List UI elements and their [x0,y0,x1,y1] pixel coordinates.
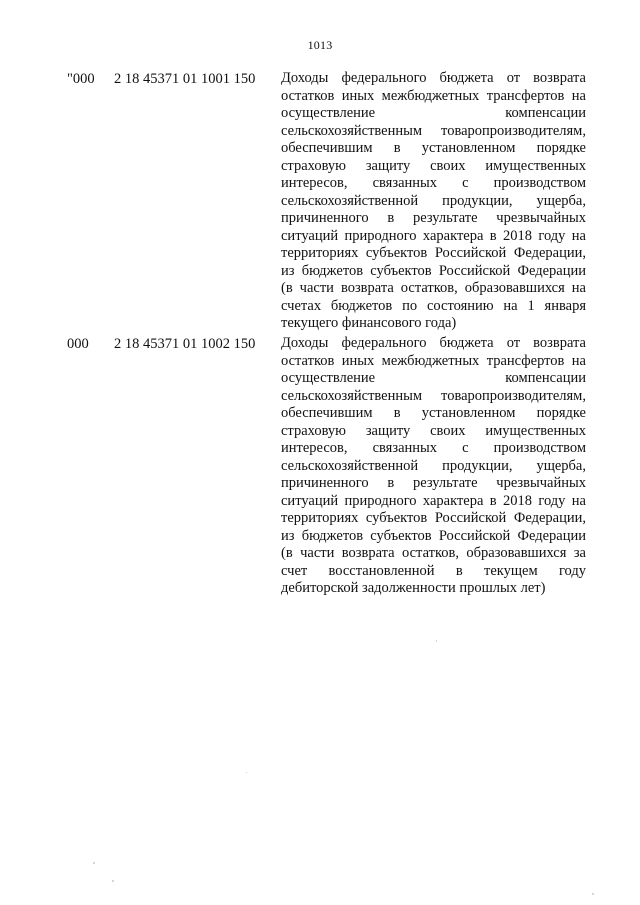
description-line: осуществление компенсации [281,370,586,386]
description-line: сельскохозяйственной продукции, ущерба, [281,192,586,209]
description-line: ситуаций природного характера в 2018 году на [281,227,586,244]
description-line: ситуаций природного характера в 2018 году на [281,492,586,509]
description-line: интересов, связанных с производством [281,175,586,191]
admin-code: "000 [67,71,95,87]
admin-code: 000 [67,336,89,352]
description-line: причиненного в результате чрезвычайных [281,210,586,226]
description-line: остатков иных межбюджетных трансфертов на [281,352,586,369]
scan-speck [246,772,247,773]
description-line: территориях субъектов Российской Федерации, [281,510,586,526]
description-line: сельскохозяйственным товаропроизводителям, [281,122,586,139]
description-line: сельскохозяйственным товаропроизводителям, [281,387,586,404]
description-line: осуществление компенсации [281,105,586,121]
description-line: (в части возврата остатков, образовавшихся за [281,545,586,561]
description-line: текущего финансового года) [281,315,457,331]
entry-description [281,335,586,598]
description-line: счетах бюджетов по состоянию на 1 января [281,297,586,314]
scan-speck [592,893,594,895]
kbk-code: 2 18 45371 01 1002 150 [114,336,256,352]
description-line: сельскохозяйственной продукции, ущерба, [281,457,586,474]
description-line: счет восстановленной в текущем году [281,562,586,579]
description-line: остатков иных межбюджетных трансфертов на [281,87,586,104]
description-line: Доходы федерального бюджета от возврата [281,70,586,86]
description-line: обеспечившим в установленном порядке [281,405,586,421]
description-line: страховую защиту своих имущественных [281,422,586,439]
description-line: интересов, связанных с производством [281,440,586,456]
description-line: из бюджетов субъектов Российской Федерации [281,527,586,544]
description-line: территориях субъектов Российской Федерации, [281,245,586,261]
description-line: из бюджетов субъектов Российской Федерации [281,262,586,279]
description-line: (в части возврата остатков, образовавшихся на [281,280,586,296]
scan-speck [112,880,114,882]
description-line: причиненного в результате чрезвычайных [281,475,586,491]
scan-speck [436,640,437,642]
description-line: страховую защиту своих имущественных [281,157,586,174]
entry-description [281,70,586,333]
description-line: обеспечившим в установленном порядке [281,140,586,156]
kbk-code: 2 18 45371 01 1001 150 [114,71,256,87]
scan-speck [93,862,95,864]
page-number: 1013 [307,38,333,52]
description-line: дебиторской задолженности прошлых лет) [281,580,546,596]
description-line: Доходы федерального бюджета от возврата [281,335,586,351]
